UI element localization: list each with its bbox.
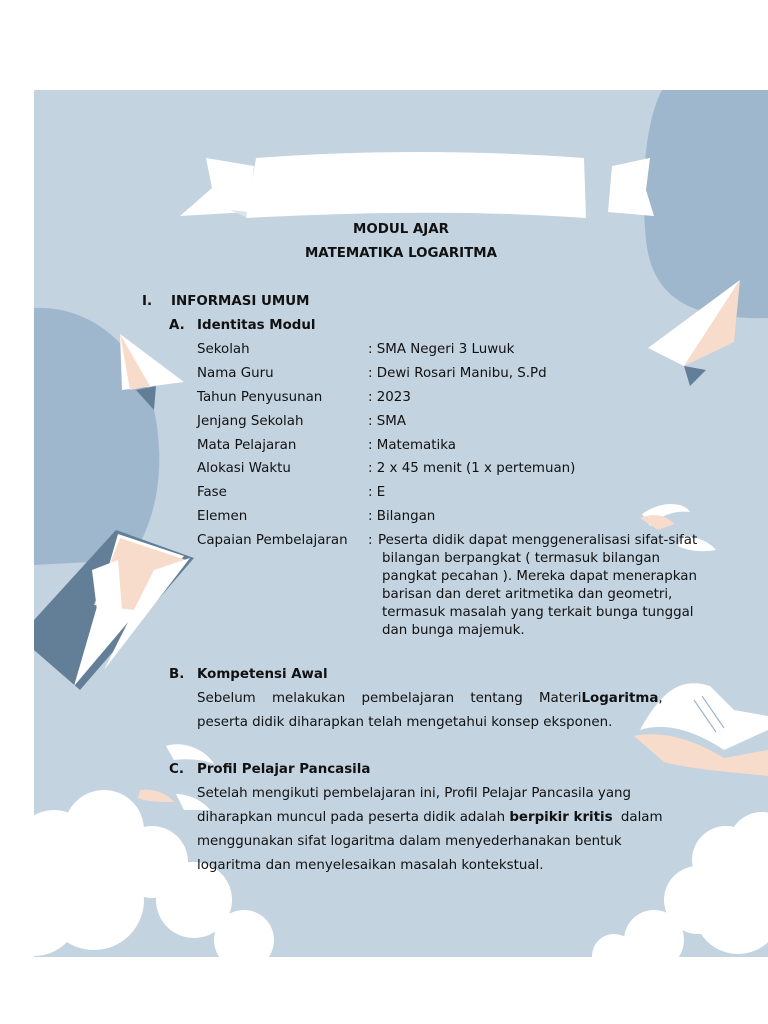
row-label: Alokasi Waktu xyxy=(197,461,291,476)
row-label: Elemen xyxy=(197,509,248,524)
profil-bold: berpikir kritis xyxy=(509,810,613,825)
document-page xyxy=(34,90,768,957)
profil-line-2 xyxy=(197,809,663,827)
subsection-a-heading: Identitas Modul xyxy=(197,318,316,333)
capaian-line: pangkat pecahan ). Mereka dapat menerapkan xyxy=(382,569,697,584)
row-label: Jenjang Sekolah xyxy=(197,414,304,429)
row-value: : Matematika xyxy=(368,438,456,453)
row-value: : Dewi Rosari Manibu, S.Pd xyxy=(368,366,547,381)
capaian-line: dan bunga majemuk. xyxy=(382,623,525,638)
subsection-c-letter: C. xyxy=(169,762,184,777)
profil-text-after: dalam xyxy=(620,810,663,825)
kompetensi-bold-wrap xyxy=(581,690,662,708)
profil-line-4: logaritma dan menyelesaikan masalah kontekstual. xyxy=(197,858,544,873)
top-right-blob xyxy=(644,90,768,318)
kompetensi-line-1 xyxy=(197,690,661,708)
kompetensi-bold: Logaritma xyxy=(581,691,659,706)
profil-line-3: menggunakan sifat logaritma dalam menyederhanakan bentuk xyxy=(197,834,622,849)
section-heading: INFORMASI UMUM xyxy=(171,294,310,309)
row-value: : 2023 xyxy=(368,390,411,405)
left-blob xyxy=(34,308,159,565)
row-value: : SMA Negeri 3 Luwuk xyxy=(368,342,515,357)
title-line-2: MATEMATIKA LOGARITMA xyxy=(304,246,497,261)
profil-line-1: Setelah mengikuti pembelajaran ini, Profil Pelajar Pancasila yang xyxy=(197,786,632,801)
row-label: Sekolah xyxy=(197,342,250,357)
capaian-line: termasuk masalah yang terkait bunga tunggal xyxy=(382,605,694,620)
row-value: : 2 x 45 menit (1 x pertemuan) xyxy=(368,461,576,476)
row-value: : E xyxy=(368,485,386,500)
subsection-b-letter: B. xyxy=(169,667,185,682)
subsection-a-letter: A. xyxy=(169,318,185,333)
row-label: Fase xyxy=(197,485,227,500)
kompetensi-comma: , xyxy=(658,691,663,706)
capaian-line: Peserta didik dapat menggeneralisasi sifat-sifat xyxy=(378,533,698,548)
profil-text: diharapkan muncul pada peserta didik adalah xyxy=(197,810,506,825)
capaian-line: bilangan berpangkat ( termasuk bilangan xyxy=(382,551,661,566)
row-value: : Bilangan xyxy=(368,509,436,524)
row-label: Tahun Penyusunan xyxy=(197,390,323,405)
capaian-label: Capaian Pembelajaran xyxy=(197,533,348,548)
ribbon-banner xyxy=(180,152,654,218)
kompetensi-line-2: peserta didik diharapkan telah mengetahui konsep eksponen. xyxy=(197,715,613,730)
capaian-colon: : xyxy=(368,533,373,548)
capaian-line: barisan dan deret aritmetika dan geometri, xyxy=(382,587,673,602)
subsection-c-heading: Profil Pelajar Pancasila xyxy=(197,762,371,777)
title-line-1: MODUL AJAR xyxy=(353,222,449,237)
row-value: : SMA xyxy=(368,414,406,429)
row-label: Nama Guru xyxy=(197,366,274,381)
kompetensi-text: Sebelum melakukan pembelajaran tentang Materi xyxy=(197,691,582,706)
section-numeral: I. xyxy=(142,294,153,309)
subsection-b-heading: Kompetensi Awal xyxy=(197,667,328,682)
row-label: Mata Pelajaran xyxy=(197,438,297,453)
